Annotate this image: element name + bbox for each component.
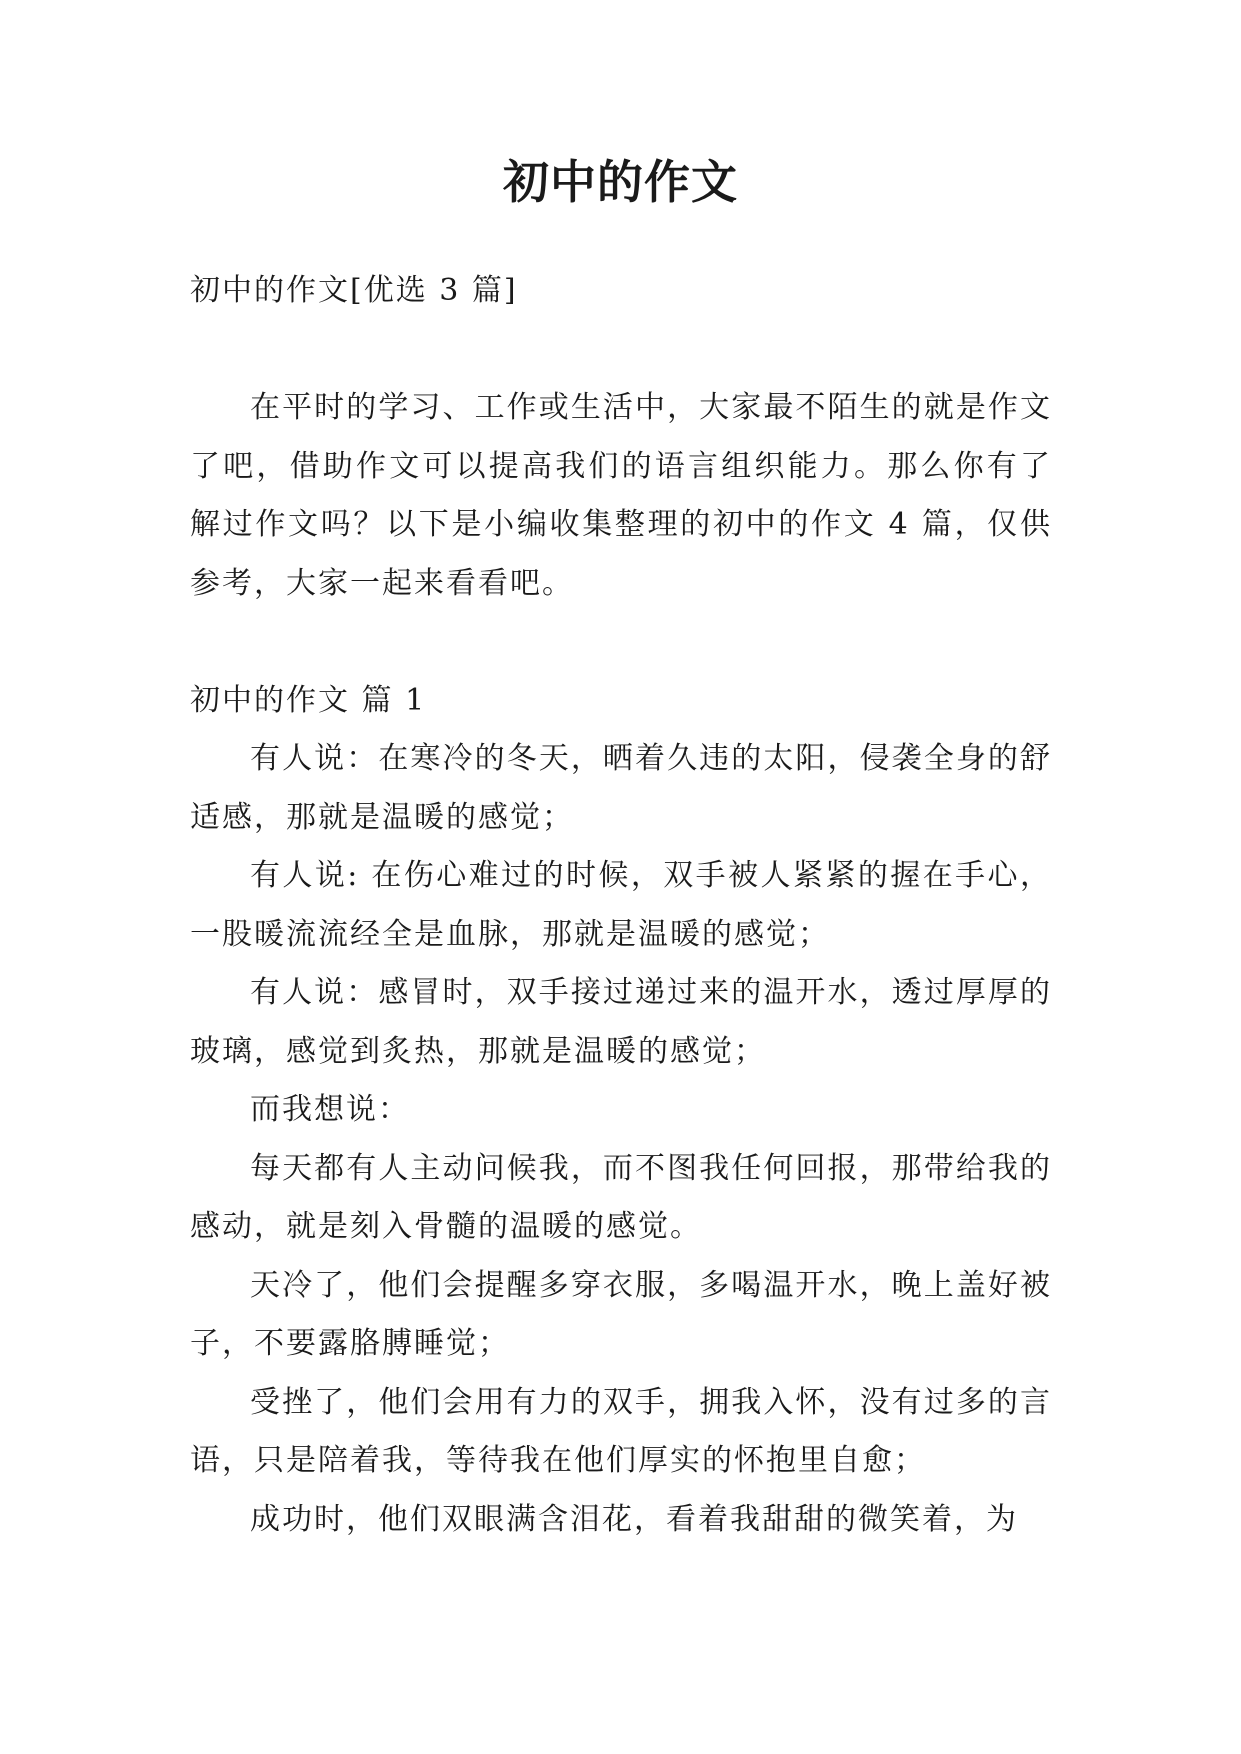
paragraph: 每天都有人主动问候我，而不图我任何回报，那带给我的感动，就是刻入骨髓的温暖的感觉。 [190,1150,1052,1244]
paragraph: 有人说：在寒冷的冬天，晒着久违的太阳，侵袭全身的舒适感，那就是温暖的感觉； [190,741,1052,835]
paragraph: 而我想说： [250,1092,410,1127]
section-heading: 初中的作文 篇 1 [190,682,427,718]
paragraph: 成功时，他们双眼满含泪花，看着我甜甜的微笑着，为 [250,1501,1018,1537]
paragraph: 有人说：感冒时，双手接过递过来的温开水，透过厚厚的玻璃，感觉到炙热，那就是温暖的感觉； [190,975,1052,1069]
paragraph: 天冷了，他们会提醒多穿衣服，多喝温开水，晚上盖好被子，不要露胳膊睡觉； [190,1267,1052,1361]
paragraph: 受挫了，他们会用有力的双手，拥我入怀，没有过多的言语，只是陪着我，等待我在他们厚实的怀抱里自愈； [190,1384,1052,1478]
document-body [190,262,1052,1549]
paragraph: 有人说: 在伤心难过的时候，双手被人紧紧的握在手心，一股暖流流经全是血脉，那就是温暖的感觉； [190,858,1052,952]
page-title: 初中的作文 [503,155,738,209]
document-subtitle: 初中的作文[优选 3 篇] [190,273,518,308]
intro-paragraph: 在平时的学习、工作或生活中，大家最不陌生的就是作文了吧，借助作文可以提高我们的语言组织能力。那么你有了解过作文吗？以下是小编收集整理的初中的作文 4 篇，仅供参考，大家一起来看看吧。 [190,390,1052,601]
